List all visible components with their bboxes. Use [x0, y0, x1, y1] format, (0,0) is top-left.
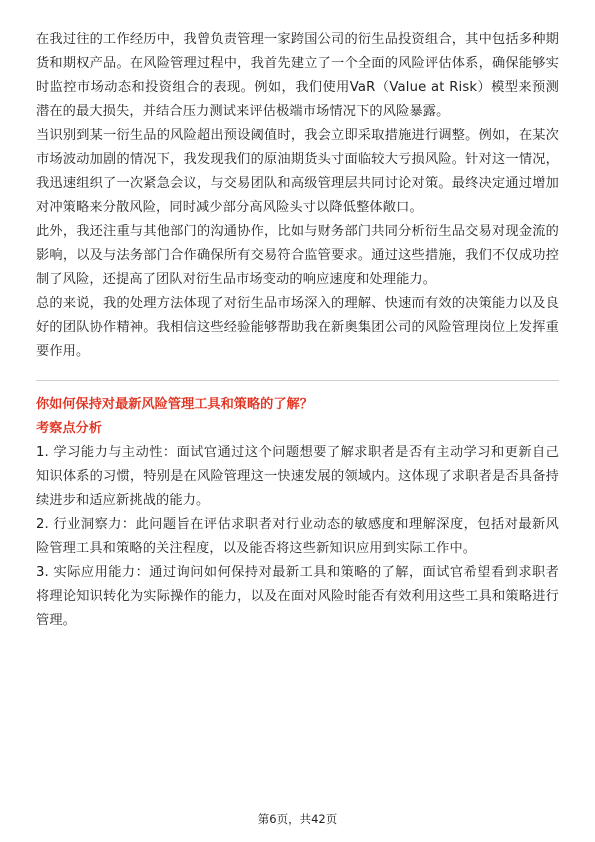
question-heading: 你如何保持对最新风险管理工具和策略的了解？	[36, 397, 313, 412]
document-page	[36, 28, 559, 633]
section-divider	[36, 380, 559, 381]
answer-paragraph-1: 在我过往的工作经历中，我曾负责管理一家跨国公司的衍生品投资组合，其中包括多种期货和期权产品。在风险管理过程中，我首先建立了一个全面的风险评估体系，确保能够实时监控市场动态和投资组合的表现。例如，我们使用VaR（Value at Risk）模型来预测潜在的最大损失，并结合压力测试来评估极端市场情况下的风险暴露。	[36, 32, 559, 119]
answer-paragraph-3: 此外，我还注重与其他部门的沟通协作，比如与财务部门共同分析衍生品交易对现金流的影响，以及与法务部门合作确保所有交易符合监管要求。通过这些措施，我们不仅成功控制了风险，还提高了团队对衍生品市场变动的响应速度和处理能力。	[36, 224, 559, 287]
analysis-item-2: 2. 行业洞察力：此问题旨在评估求职者对行业动态的敏感度和理解深度，包括对最新风险管理工具和策略的关注程度，以及能否将这些新知识应用到实际工作中。	[36, 517, 559, 556]
analysis-heading: 考察点分析	[36, 421, 102, 436]
answer-section	[36, 28, 559, 364]
answer-paragraph-4: 总的来说，我的处理方法体现了对衍生品市场深入的理解、快速而有效的决策能力以及良好的团队协作精神。我相信这些经验能够帮助我在新奥集团公司的风险管理岗位上发挥重要作用。	[36, 296, 559, 359]
answer-paragraph-2: 当识别到某一衍生品的风险超出预设阈值时，我会立即采取措施进行调整。例如，在某次市场波动加剧的情况下，我发现我们的原油期货头寸面临较大亏损风险。针对这一情况，我迅速组织了一次紧急会议，与交易团队和高级管理层共同讨论对策。最终决定通过增加对冲策略来分散风险，同时减少部分高风险头寸以降低整体敞口。	[36, 128, 559, 215]
analysis-item-3: 3. 实际应用能力：通过询问如何保持对最新工具和策略的了解，面试官希望看到求职者将理论知识转化为实际操作的能力，以及在面对风险时能否有效利用这些工具和策略进行管理。	[36, 565, 559, 628]
page-number: 第6页，共42页	[257, 812, 338, 826]
analysis-item-1: 1. 学习能力与主动性：面试官通过这个问题想要了解求职者是否有主动学习和更新自己知识体系的习惯，特别是在风险管理这一快速发展的领域内。这体现了求职者是否具备持续进步和适应新挑战的能力。	[36, 445, 559, 508]
analysis-list	[36, 441, 559, 633]
